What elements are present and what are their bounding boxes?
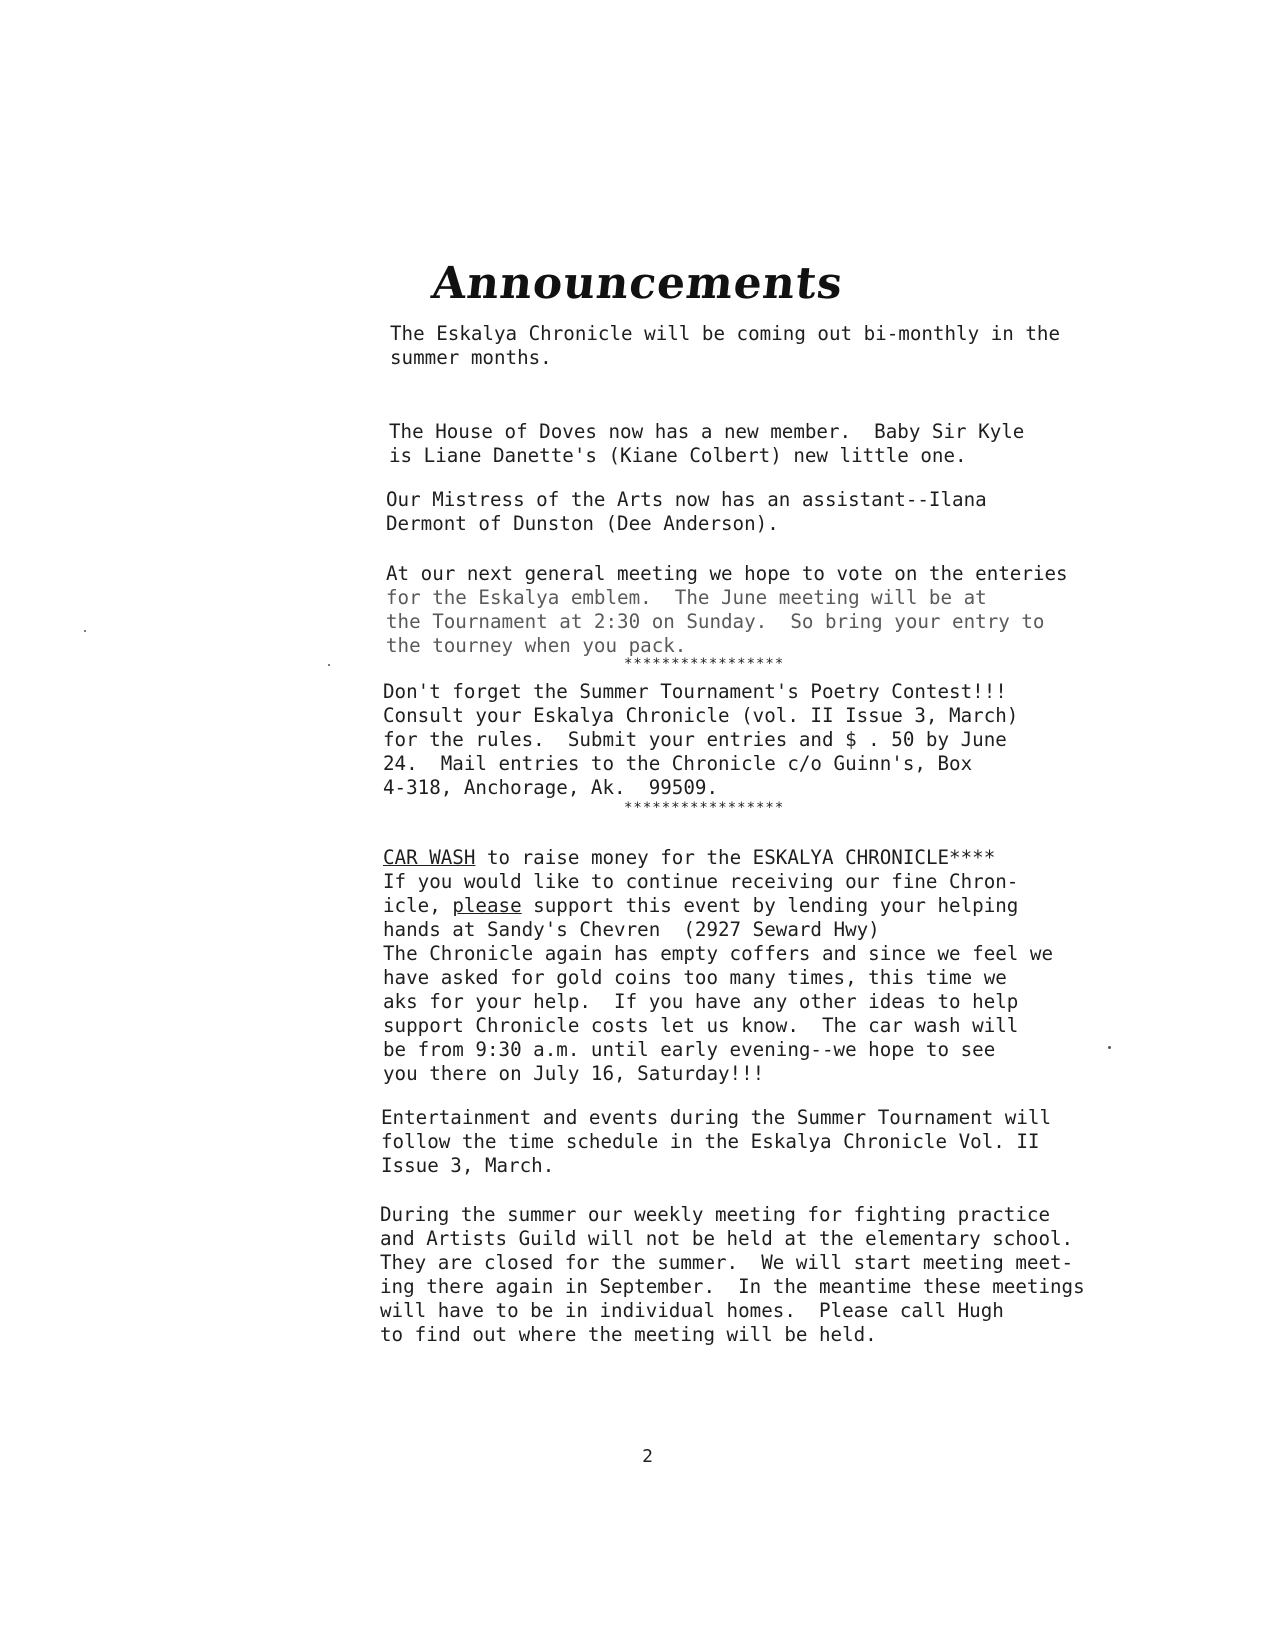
text-line bbox=[383, 894, 1053, 918]
text-line: will have to be in individual homes. Please call Hugh bbox=[380, 1299, 1004, 1322]
text-line: the tourney when you pack. bbox=[386, 634, 687, 657]
text-line: If you would like to continue receiving our fine Chron- bbox=[383, 870, 1019, 893]
text-line: Consult your Eskalya Chronicle (vol. II Issue 3, March) bbox=[383, 704, 1019, 727]
text-line: support Chronicle costs let us know. The car wash will bbox=[383, 1014, 1019, 1037]
text-line: At our next general meeting we hope to vote on the enteries bbox=[386, 562, 1068, 585]
separator-stars: ***************** bbox=[624, 656, 785, 672]
announcement-car-wash bbox=[383, 846, 1053, 1086]
text-line: The Eskalya Chronicle will be coming out bi-monthly in the bbox=[390, 322, 1061, 345]
text-line: The Chronicle again has empty coffers and since we feel we bbox=[383, 942, 1054, 965]
text-line: They are closed for the summer. We will start meeting meet- bbox=[380, 1251, 1074, 1274]
scan-speck bbox=[1108, 1046, 1111, 1049]
text-line: aks for your help. If you have any other ideas to help bbox=[383, 990, 1019, 1013]
scan-speck bbox=[328, 664, 330, 666]
car-wash-heading: CAR WASH bbox=[383, 846, 476, 869]
text-line: summer months. bbox=[390, 346, 552, 369]
text-line: The House of Doves now has a new member. Baby Sir Kyle bbox=[389, 420, 1025, 443]
announcement-arts-assistant bbox=[386, 488, 987, 536]
text-line: is Liane Danette's (Kiane Colbert) new little one. bbox=[389, 444, 967, 467]
text-line: you there on July 16, Saturday!!! bbox=[383, 1062, 765, 1085]
page-title: Announcements bbox=[429, 258, 846, 309]
text-line: Issue 3, March. bbox=[381, 1154, 555, 1177]
text-line: hands at Sandy's Chevren (2927 Seward Hwy) bbox=[383, 918, 880, 941]
announcement-emblem-vote bbox=[386, 562, 1068, 658]
text-line: 24. Mail entries to the Chronicle c/o Guinn's, Box bbox=[383, 752, 973, 775]
text-line: be from 9:30 a.m. until early evening--we hope to see bbox=[383, 1038, 996, 1061]
text-fragment: support this event by lending your helping bbox=[521, 894, 1019, 917]
text-line: Dermont of Dunston (Dee Anderson). bbox=[386, 512, 779, 535]
text-line: Don't forget the Summer Tournament's Poetry Contest!!! bbox=[383, 680, 1007, 703]
text-line: have asked for gold coins too many times, this time we bbox=[383, 966, 1007, 989]
text-line: for the Eskalya emblem. The June meeting will be at bbox=[386, 586, 987, 609]
text-line: Our Mistress of the Arts now has an assistant--Ilana bbox=[386, 488, 987, 511]
separator-stars: ***************** bbox=[624, 800, 785, 816]
please-emphasis: please bbox=[452, 894, 522, 917]
announcement-entertainment bbox=[381, 1106, 1051, 1178]
text-line: follow the time schedule in the Eskalya Chronicle Vol. II bbox=[381, 1130, 1040, 1153]
text-fragment: to raise money for the ESKALYA CHRONICLE**** bbox=[475, 846, 996, 869]
text-line: to find out where the meeting will be held. bbox=[380, 1323, 877, 1346]
text-line: for the rules. Submit your entries and $ . 50 by June bbox=[383, 728, 1007, 751]
announcement-bimonthly bbox=[390, 322, 1060, 370]
page-number: 2 bbox=[642, 1446, 653, 1467]
text-line: ing there again in September. In the meantime these meetings bbox=[380, 1275, 1085, 1298]
announcement-weekly-meeting bbox=[380, 1203, 1085, 1347]
text-line: 4-318, Anchorage, Ak. 99509. bbox=[383, 776, 719, 799]
text-fragment: icle, bbox=[383, 894, 453, 917]
announcement-poetry-contest bbox=[383, 680, 1018, 800]
text-line: During the summer our weekly meeting for fighting practice bbox=[380, 1203, 1051, 1226]
text-line bbox=[383, 846, 1053, 870]
scan-speck bbox=[84, 630, 86, 632]
text-line: Entertainment and events during the Summer Tournament will bbox=[381, 1106, 1052, 1129]
text-line: and Artists Guild will not be held at the elementary school. bbox=[380, 1227, 1074, 1250]
text-line: the Tournament at 2:30 on Sunday. So bring your entry to bbox=[386, 610, 1045, 633]
announcement-house-of-doves bbox=[389, 420, 1024, 468]
